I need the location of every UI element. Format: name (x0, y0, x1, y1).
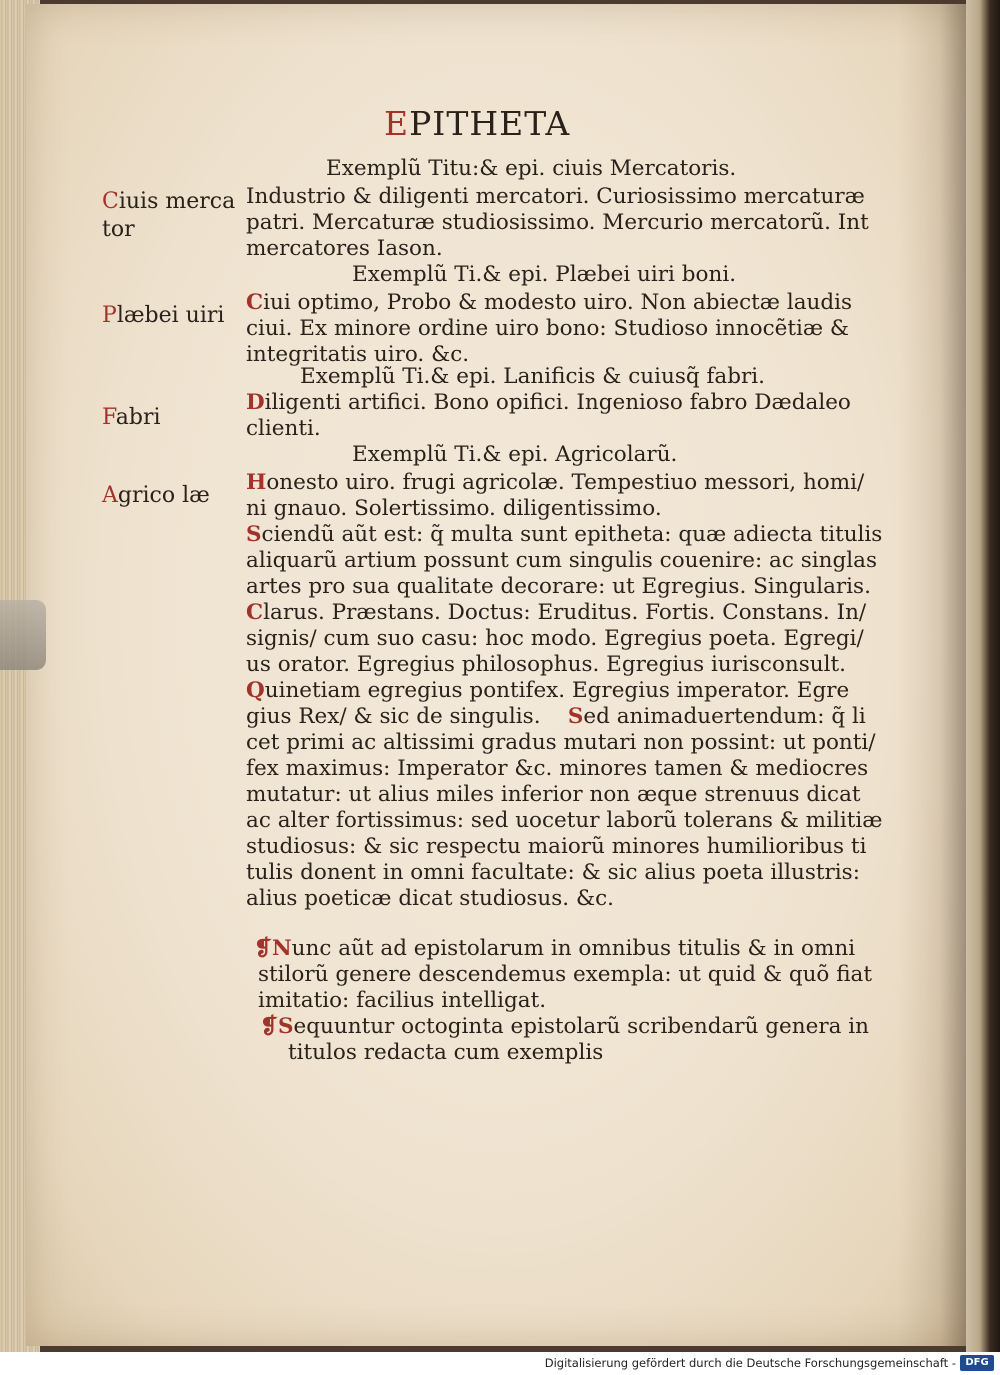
text-line (246, 470, 864, 496)
red-initial: D (246, 390, 265, 415)
footer-credit-text: Digitalisierung gefördert durch die Deutsche Forschungsgemeinschaft (544, 1356, 949, 1370)
text-span: unc aũt ad epistolarum in omnibus titulis & in omni (291, 936, 856, 961)
text-line (246, 290, 852, 316)
margin-initial: F (102, 405, 116, 430)
text-span: larus. Præstans. Doctus: Eruditus. Fortis. Constans. In/ (263, 600, 867, 625)
text-line: clienti. (246, 416, 321, 441)
paragraph-mark: ❡ (254, 936, 273, 961)
margin-text: grico læ (117, 483, 210, 508)
margin-note-ciuis (102, 188, 235, 244)
text-line: aliquarũ artium possunt cum singulis couenire: ac singlas (246, 548, 877, 573)
page-heading (384, 104, 614, 143)
red-initial: C (246, 290, 264, 315)
red-initial: N (272, 936, 292, 961)
section-title: Exemplũ Ti.& epi. Plæbei uiri boni. (352, 262, 737, 287)
text-line: integritatis uiro. &c. (246, 342, 470, 367)
text-line (246, 600, 866, 626)
text-line: stilorũ genere descendemus exempla: ut quid & quõ fiat (258, 962, 872, 987)
paragraph-mark: ❡ (260, 1014, 279, 1039)
page-edges-right (966, 0, 1000, 1352)
red-initial: S (246, 522, 262, 547)
text-line: patri. Mercaturæ studiosissimo. Mercurio mercatorũ. Int (246, 210, 869, 235)
margin-text: abri (115, 405, 161, 430)
text-line: alius poeticæ dicat studiosus. &c. (246, 886, 614, 911)
text-span: uinetiam egregius pontifex. Egregius imperator. Egre (264, 678, 850, 703)
text-span: onesto uiro. frugi agricolæ. Tempestiuo messori, homi/ (266, 470, 865, 495)
text-line: us orator. Egregius philosophus. Egregius iurisconsult. (246, 652, 846, 677)
text-line: cet primi ac altissimi gradus mutari non possint: ut ponti/ (246, 730, 876, 755)
text-line (254, 936, 855, 962)
margin-note-plaebei (102, 302, 224, 330)
text-line: ac alter fortissimus: sed uocetur laborũ tolerans & militiæ (246, 808, 883, 833)
text-span: iui optimo, Probo & modesto uiro. Non abiectæ laudis (263, 290, 853, 315)
footer-credit (545, 1356, 956, 1370)
text-span: gius Rex/ & sic de singulis. (246, 704, 541, 729)
text-line: tulis donent in omni facultate: & sic alius poeta illustris: (246, 860, 860, 885)
red-initial: C (246, 600, 264, 625)
text-line: mutatur: ut alius miles inferior non æque strenuus dicat (246, 782, 861, 807)
red-initial: S (567, 704, 584, 729)
section-title: Exemplũ Ti.& epi. Agricolarũ. (352, 442, 678, 467)
text-line: mercatores Iason. (246, 236, 443, 261)
text-line (260, 1014, 869, 1040)
book-page (26, 4, 968, 1346)
gutter-shadow (898, 4, 968, 1346)
heading-text: PITHETA (409, 104, 571, 143)
red-initial: S (278, 1014, 294, 1039)
text-line: ni gnauo. Solertissimo. diligentissimo. (246, 496, 662, 521)
text-line: titulos redacta cum exemplis (288, 1040, 604, 1065)
text-span: ciendũ aũt est: q̃ multa sunt epitheta: quæ adiecta titulis (261, 522, 883, 547)
margin-initial: C (102, 189, 119, 214)
margin-initial: A (102, 483, 118, 508)
footer-separator: - (951, 1356, 956, 1370)
margin-note-fabri (102, 404, 161, 432)
dfg-logo: DFG (960, 1355, 994, 1371)
text-span: ed animaduertendum: q̃ li (583, 704, 866, 729)
footer-bar (0, 1352, 1000, 1375)
margin-text-line2: tor (102, 217, 135, 242)
red-initial: H (246, 470, 267, 495)
text-line (246, 522, 882, 548)
text-line (246, 678, 849, 704)
margin-initial: P (102, 303, 117, 328)
text-line: imitatio: facilius intelligat. (258, 988, 547, 1013)
heading-initial: E (384, 104, 410, 143)
margin-text: iuis merca (118, 189, 236, 214)
text-line: ciui. Ex minore ordine uiro bono: Studioso innocẽtiæ & (246, 316, 850, 341)
text-line (246, 704, 866, 730)
text-line: fex maximus: Imperator &c. minores tamen & mediocres (246, 756, 869, 781)
text-line: artes pro sua qualitate decorare: ut Egregius. Singularis. (246, 574, 871, 599)
margin-note-agricolae (102, 482, 210, 510)
book-clasp (0, 600, 46, 670)
text-line: signis/ cum suo casu: hoc modo. Egregius poeta. Egregi/ (246, 626, 864, 651)
text-line: studiosus: & sic respectu maiorũ minores humilioribus ti (246, 834, 867, 859)
red-initial: Q (246, 678, 265, 703)
text-span: iligenti artifici. Bono opifici. Ingenioso fabro Dædaleo (264, 390, 851, 415)
section-title: Exemplũ Titu:& epi. ciuis Mercatoris. (326, 156, 737, 181)
text-span: equuntur octoginta epistolarũ scribendarũ genera in (293, 1014, 869, 1039)
section-title: Exemplũ Ti.& epi. Lanificis & cuiusq̃ fabri. (300, 364, 765, 389)
text-line: Industrio & diligenti mercatori. Curiosissimo mercaturæ (246, 184, 865, 209)
text-line (246, 390, 851, 416)
margin-text: læbei uiri (116, 303, 225, 328)
